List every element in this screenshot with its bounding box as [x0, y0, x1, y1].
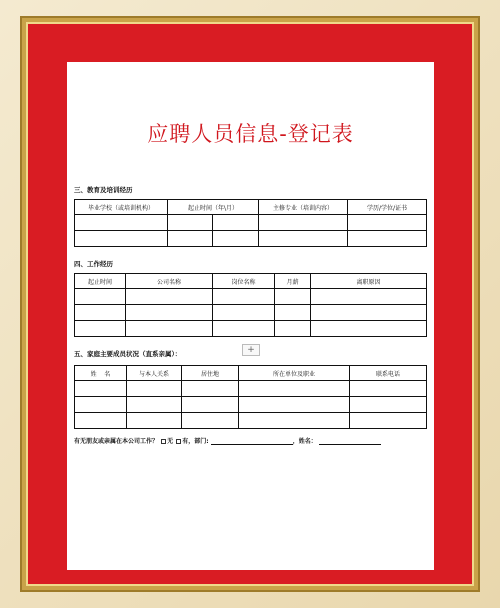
header-phone: 联系电话 — [350, 366, 427, 381]
table-cell[interactable] — [127, 397, 182, 413]
education-section-label: 三、教育及培训经历 — [74, 186, 133, 194]
table-cell[interactable] — [311, 321, 427, 337]
table-cell[interactable] — [126, 321, 213, 337]
no-checkbox[interactable] — [161, 439, 166, 444]
table-row — [75, 397, 427, 413]
table-cell[interactable] — [275, 305, 311, 321]
no-label: 无 — [167, 438, 174, 445]
table-cell[interactable] — [350, 397, 427, 413]
yes-dept-label: 有，部门: — [182, 438, 209, 445]
table-row — [75, 231, 427, 247]
family-table — [74, 365, 427, 429]
table-cell[interactable] — [239, 381, 350, 397]
table-cell[interactable] — [75, 381, 127, 397]
table-cell[interactable] — [213, 215, 259, 231]
table-cell[interactable] — [311, 305, 427, 321]
table-cell[interactable] — [275, 289, 311, 305]
header-degree: 学历/学位/证书 — [348, 200, 427, 215]
table-cell[interactable] — [213, 321, 275, 337]
table-row — [75, 321, 427, 337]
table-cell[interactable] — [239, 397, 350, 413]
table-row — [75, 289, 427, 305]
header-company: 公司名称 — [126, 274, 213, 289]
table-cell[interactable] — [239, 413, 350, 429]
table-cell[interactable] — [348, 215, 427, 231]
education-header-row — [75, 200, 427, 215]
table-cell[interactable] — [75, 289, 126, 305]
table-cell[interactable] — [213, 305, 275, 321]
table-row — [75, 413, 427, 429]
table-row — [75, 305, 427, 321]
table-cell[interactable] — [75, 231, 168, 247]
table-cell[interactable] — [182, 381, 239, 397]
department-field[interactable] — [211, 444, 293, 445]
name-label: ，姓名： — [292, 438, 317, 445]
header-salary: 月薪 — [275, 274, 311, 289]
table-cell[interactable] — [168, 215, 213, 231]
family-header-row — [75, 366, 427, 381]
table-cell[interactable] — [127, 413, 182, 429]
header-school: 毕业学校（或培训机构） — [75, 200, 168, 215]
table-cell[interactable] — [182, 413, 239, 429]
family-section-label: 五、家庭主要成员状况（直系亲属）： — [74, 350, 182, 358]
table-cell[interactable] — [75, 305, 126, 321]
add-button[interactable]: + — [242, 344, 260, 356]
header-period: 起止时间（年\月） — [168, 200, 259, 215]
work-header-row — [75, 274, 427, 289]
form-paper — [67, 62, 434, 570]
relative-name-field[interactable] — [319, 444, 381, 445]
table-cell[interactable] — [127, 381, 182, 397]
table-cell[interactable] — [75, 413, 127, 429]
table-cell[interactable] — [350, 413, 427, 429]
header-position: 岗位名称 — [213, 274, 275, 289]
table-cell[interactable] — [126, 289, 213, 305]
table-cell[interactable] — [259, 215, 348, 231]
table-cell[interactable] — [182, 397, 239, 413]
header-residence: 居住地 — [182, 366, 239, 381]
table-cell[interactable] — [75, 397, 127, 413]
education-table — [74, 199, 427, 247]
header-name: 姓 名 — [75, 366, 127, 381]
table-row — [75, 215, 427, 231]
header-employer: 所在单位及职业 — [239, 366, 350, 381]
header-major: 主修专业（培训内容） — [259, 200, 348, 215]
table-cell[interactable] — [126, 305, 213, 321]
table-cell[interactable] — [213, 231, 259, 247]
table-cell[interactable] — [75, 321, 126, 337]
header-period: 起止时间 — [75, 274, 126, 289]
work-section-label: 四、工作经历 — [74, 260, 113, 268]
table-cell[interactable] — [168, 231, 213, 247]
relatives-question — [74, 436, 381, 445]
header-leave-reason: 离职原因 — [311, 274, 427, 289]
table-cell[interactable] — [75, 215, 168, 231]
table-cell[interactable] — [275, 321, 311, 337]
header-relation: 与本人关系 — [127, 366, 182, 381]
relatives-question-text: 有无朋友或亲属在本公司工作？ — [74, 438, 159, 445]
table-cell[interactable] — [348, 231, 427, 247]
work-table — [74, 273, 427, 337]
form-title: 应聘人员信息-登记表 — [147, 122, 354, 146]
table-cell[interactable] — [213, 289, 275, 305]
table-cell[interactable] — [311, 289, 427, 305]
table-row — [75, 381, 427, 397]
yes-checkbox[interactable] — [176, 439, 181, 444]
table-cell[interactable] — [259, 231, 348, 247]
table-cell[interactable] — [350, 381, 427, 397]
